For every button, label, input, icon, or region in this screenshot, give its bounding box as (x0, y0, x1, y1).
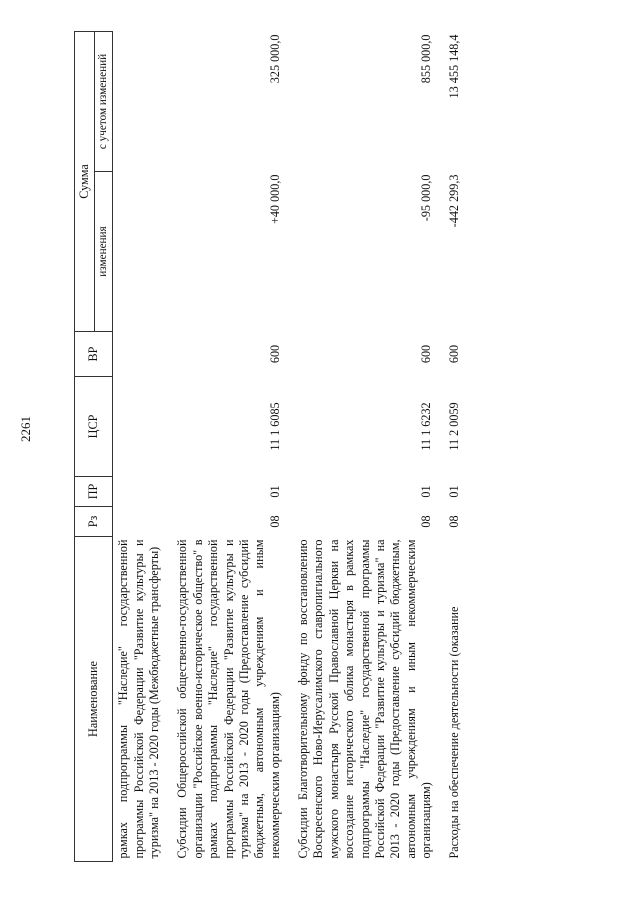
row-change (113, 172, 163, 332)
header-name: Наименование (75, 537, 113, 862)
row-vr: 600 (419, 344, 433, 364)
row-pr (113, 477, 163, 507)
page-number: 2261 (18, 416, 33, 442)
table-row (113, 31, 163, 861)
row-pr: 01 (419, 485, 433, 498)
row-name: Субсидии Общероссийской общественно-государственной организации "Российское военно-историческое общество" в рамках подпрограммы "Наследие" государственной программы Российской Федерации "Развитие культуры и туризма" на 2013 - 2020 годы (Предоставление субсидий бюджетным, автономным учреждениям и иным некоммерческим организациям) (175, 539, 282, 859)
row-vr: 600 (447, 344, 462, 364)
header-rz: Рз (75, 507, 113, 537)
row-total (113, 31, 163, 171)
header-csr: ЦСР (75, 377, 113, 477)
header-row (75, 31, 95, 861)
row-vr (113, 332, 163, 377)
row-csr: 11 2 0059 (447, 402, 462, 451)
row-change: +40 000,0 (267, 174, 282, 225)
row-csr: 11 1 6085 (267, 402, 282, 451)
row-change: -95 000,0 (419, 174, 433, 222)
header-with-changes: с учетом изменений (95, 31, 113, 171)
row-pr: 01 (267, 485, 282, 498)
header-changes: изменения (95, 172, 113, 332)
row-name: Субсидии Благотворительному фонду по восстановлению Воскресенского Ново-Иерусалимского ставропигиального мужского монастыря Русской Православной Церкви на воссоздание исторического облика монастыря в рамках подпрограммы "Наследие" государственной программы Российской Федерации "Развитие культуры и туризма" на 2013 - 2020 годы (Предоставление субсидий бюджетным, автономным учреждениям и иным некоммерческим организациям) (296, 539, 433, 859)
row-csr: 11 1 6232 (419, 402, 433, 451)
row-total: 325 000,0 (267, 34, 282, 84)
row-change: -442 299,3 (447, 174, 462, 228)
row-rz (113, 507, 163, 537)
row-name: Расходы на обеспечение деятельности (оказание (447, 606, 462, 859)
row-rz: 08 (267, 515, 282, 528)
row-csr (113, 377, 163, 477)
row-rz: 08 (447, 515, 462, 528)
table-row (172, 31, 283, 861)
row-pr: 01 (447, 485, 462, 498)
row-total: 13 455 148,4 (447, 34, 462, 99)
budget-table (74, 31, 463, 862)
header-vr: ВР (75, 332, 113, 377)
rotated-document (74, 32, 554, 862)
table-row (444, 31, 462, 861)
row-name: рамках подпрограммы "Наследие" государственной программы Российской Федерации "Развитие культуры и туризма" на 2013 - 2020 годы (Межбюджетные трансферты) (116, 539, 161, 859)
row-total: 855 000,0 (419, 34, 433, 84)
table-row (293, 31, 434, 861)
row-vr: 600 (267, 344, 282, 364)
header-sum: Сумма (75, 31, 95, 331)
header-pr: ПР (75, 477, 113, 507)
row-rz: 08 (419, 515, 433, 528)
